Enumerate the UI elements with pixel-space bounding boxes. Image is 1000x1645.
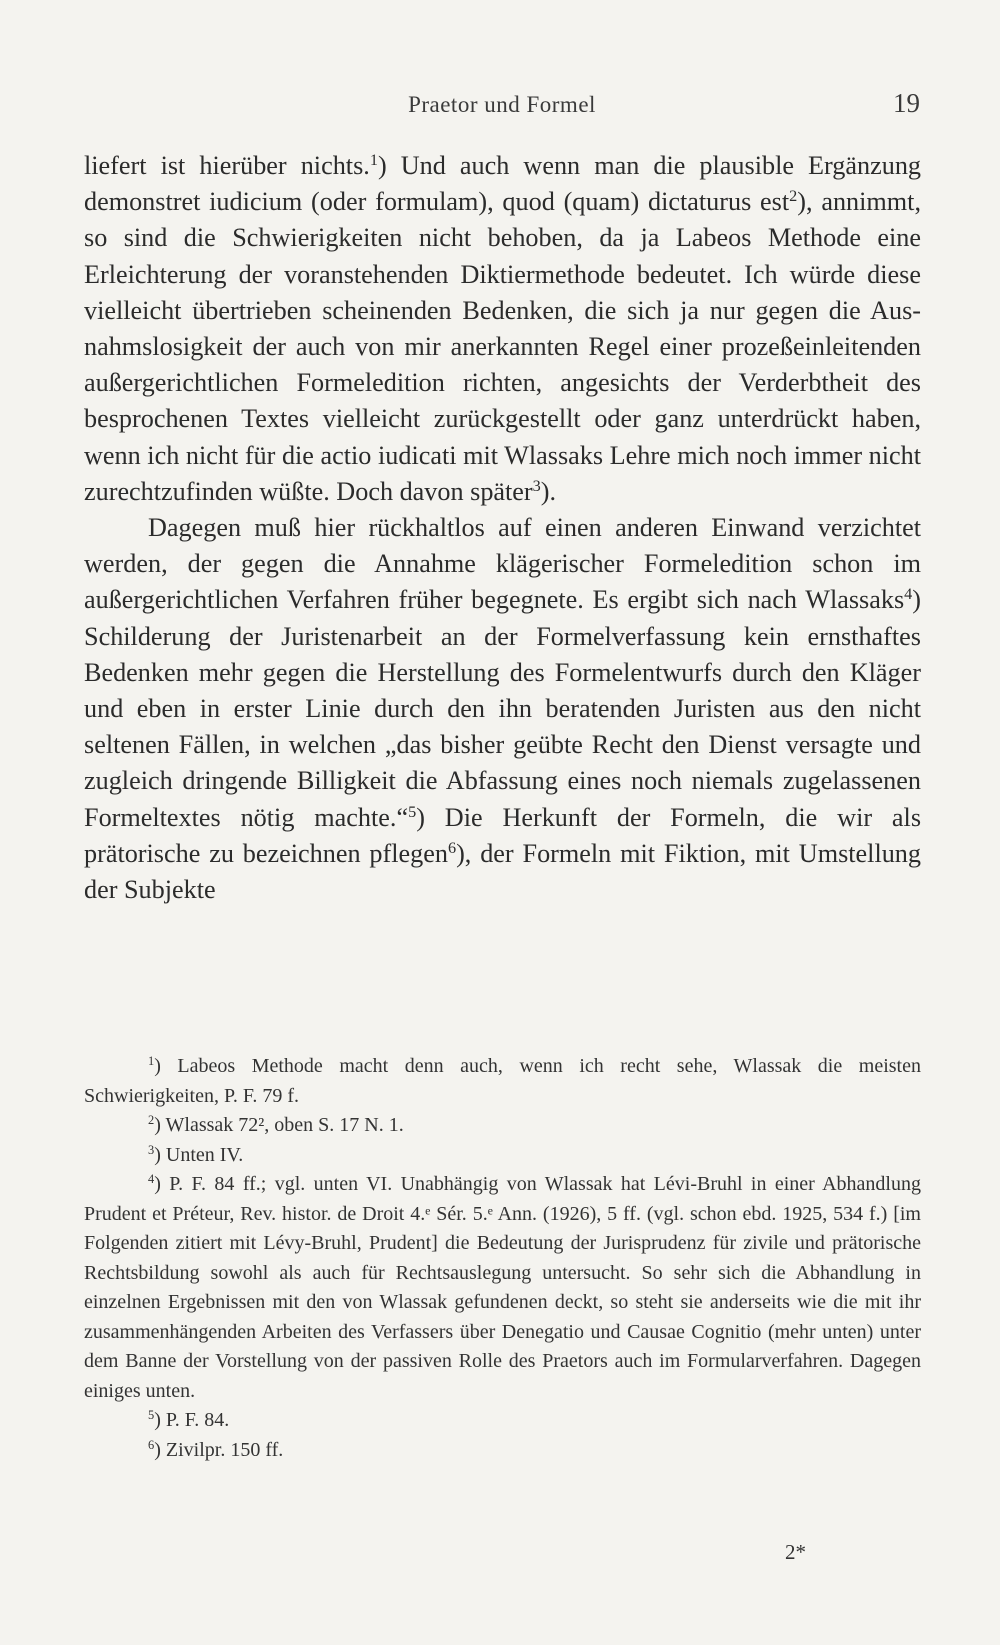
footnote-text: P. F. 84. <box>165 1409 230 1431</box>
footnote-number-digit: 6 <box>148 1437 155 1452</box>
footnote-reference: 3 <box>532 476 541 495</box>
footnote-reference: 2 <box>789 187 798 206</box>
signature-mark: 2* <box>785 1540 806 1564</box>
footnote-number-digit: 2 <box>148 1113 155 1128</box>
text-run: ). <box>540 476 557 506</box>
footnote-number: $^4$) <box>148 1172 170 1195</box>
footnote-number: $^3$) <box>148 1142 166 1166</box>
footnote <box>84 1052 921 1111</box>
footnote-number: $^2$) <box>148 1113 166 1136</box>
text-run: ) Schilderung der Juristenarbeit an der Formelverfassung kein ernsthaftes Bedenken mehr gegen die Herstellung des Formelentwurfs durch den Kläger und eben in erster Linie durch den ihn beratenden Juristen aus den nicht seltenen Fällen, in welchen „das bisher geübte Recht den Dienst versagte und zugleich dringende Billigkeit die Abfassung eines noch niemals zugelassenen Formeltextes nötig machte.“ <box>84 585 921 832</box>
paragraph <box>84 510 921 908</box>
footnote <box>84 1170 921 1406</box>
footnote-text: Wlassak 72², oben S. 17 N. 1. <box>165 1114 404 1136</box>
footnote <box>84 1111 921 1141</box>
footnotes <box>84 1052 921 1465</box>
text-run: ), annimmt, so sind die Schwierigkeiten nicht behoben, da ja Labeos Methode eine Erleichterung der voranstehenden Diktiermethode bedeutet. Ich würde diese vielleicht übertrieben scheinenden Bedenken, die sich ja nur gegen die Ausnahmslosigkeit der auch von mir anerkannten Regel einer prozeßeinleitenden außergerichtlichen Formeledition richten, angesichts der Verderbtheit des besprochenen Textes vielleicht zurückgestellt oder ganz unterdrückt haben, wenn ich nicht für die actio iudicati mit Wlassaks Lehre mich noch immer nicht zurechtzufinden wüßte. Doch davon später <box>84 187 921 506</box>
footnote-reference: 5 <box>408 802 417 821</box>
text-run: ) Und auch wenn man die plausible Ergänzung demonstret iudicium (oder formulam), quod (quam) dictaturus est <box>84 151 922 217</box>
paragraph <box>84 148 921 510</box>
running-head <box>84 88 920 126</box>
footnote-number: $^6$) <box>148 1437 166 1461</box>
footnote-text: Zivilpr. 150 ff. <box>165 1438 284 1461</box>
footnote <box>84 1141 921 1171</box>
text-run: Dagegen muß hier rückhaltlos auf einen anderen Einwand verzichtet werden, der gegen die Annahme klägerischer Formeledition schon im außergerichtlichen Verfahren früher begegnete. Es ergibt sich nach Wlassaks <box>84 513 921 615</box>
footnote <box>84 1436 921 1466</box>
footnote-reference: 4 <box>904 585 913 604</box>
footnote-text: Unten IV. <box>165 1143 244 1166</box>
footnote-number-digit: 3 <box>148 1142 155 1157</box>
running-head-title: Praetor und Formel <box>408 92 596 117</box>
main-text <box>84 148 921 908</box>
footnote <box>84 1406 921 1436</box>
text-run: liefert ist hierüber nichts. <box>84 151 370 180</box>
footnote-number-digit: 5 <box>148 1408 155 1423</box>
footnote-text: Labeos Methode macht denn auch, wenn ich recht sehe, Wlassak die meisten Schwierigkeiten, P. F. 79 f. <box>84 1055 921 1107</box>
footnote-number: $^5$) <box>148 1408 166 1431</box>
footnote-number-digit: 4 <box>148 1172 155 1187</box>
footnote-number: $^1$) <box>148 1054 178 1077</box>
page-number: 19 <box>893 88 920 118</box>
footnote-number-digit: 1 <box>148 1054 155 1069</box>
text-run: ) Die Herkunft der Formeln, die wir als prätorische zu bezeichnen pflegen <box>84 802 922 868</box>
footnote-text: P. F. 84 ff.; vgl. unten VI. Unabhängig von Wlassak hat Lévi-Bruhl in einer Abhandlung Prudent et Préteur, Rev. histor. de Droit 4.ᵉ Sér. 5.ᵉ Ann. (1926), 5 ff. (vgl. schon ebd. 1925, 534 f.) [im Folgenden zitiert mit Lévy-Bruhl, Prudent] die Bedeutung der Jurisprudenz für zivile und prätorische Rechtsbildung sowohl als auch für Rechtsauslegung untersucht. So sehr sich die Abhandlung in einzelnen Ergebnissen mit den von Wlassak gefundenen deckt, so steht sie anderseits wie die mit ihr zusammenhängenden Arbeiten des Verfassers über Denegatio und Causae Cognitio (mehr unten) unter dem Banne der Vorstellung von der passiven Rolle des Praetors auch im Formularverfahren. Dagegen einiges unten. <box>84 1173 921 1402</box>
footnote-reference: 6 <box>447 838 457 857</box>
footnote-reference: 1 <box>369 151 378 170</box>
text-run: ), der Formeln mit Fiktion, mit Umstellung der Subjekte <box>84 838 921 905</box>
